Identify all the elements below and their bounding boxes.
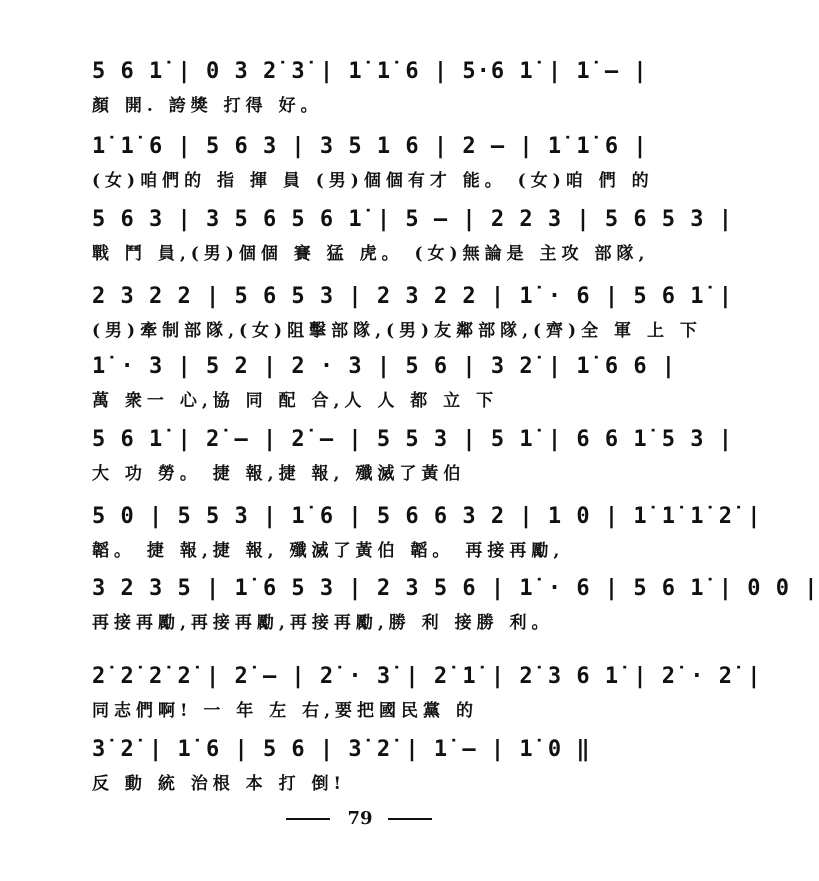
staff-system — [92, 55, 648, 125]
lyric-line: 萬 衆一 心,協 同 配 合,人 人 都 立 下 — [92, 391, 499, 411]
lyric-line: 再接再勵,再接再勵,再接再勵,勝 利 接勝 利。 — [92, 613, 554, 633]
staff-system — [92, 130, 654, 200]
lyric-line: 同志們啊! 一 年 左 右,要把國民黨 的 — [92, 701, 478, 721]
numbered-notation: 3 2 3 5 | 1̇ 6 5 3 | 2 3 5 6 | 1̇ · 6 | 5 6 1̇ | 0 0 | — [92, 576, 819, 601]
staff-system — [92, 660, 762, 730]
numbered-notation: 5 6 1̇ | 2̇ — | 2̇ — | 5 5 3 | 5 1̇ | 6 6 1̇ 5 3 | — [92, 427, 734, 452]
numbered-notation: 2̇ 2̇ 2̇ 2̇ | 2̇ — | 2̇ · 3̇ | 2̇ 1̇ | 2̇ 3 6 1̇ | 2̇ · 2̇ | — [92, 664, 762, 689]
lyric-line: 顏 開. 誇獎 打得 好。 — [92, 96, 323, 116]
page-number: 79 — [347, 808, 373, 829]
staff-system — [92, 733, 612, 803]
lyric-line: 反 動 統 治根 本 打 倒! — [92, 774, 346, 794]
numbered-notation: 5 6 1̇ | 0 3 2̇ 3̇ | 1̇ 1̇ 6 | 5·6 1̇ | 1̇ — | — [92, 59, 648, 84]
numbered-notation: 5 0 | 5 5 3 | 1̇ 6 | 5 6 6 3 2 | 1 0 | 1̇ 1̇ 1̇ 2̇ | — [92, 504, 762, 529]
lyric-line: (男)牽制部隊,(女)阻擊部隊,(男)友鄰部隊,(齊)全 軍 上 下 — [92, 321, 702, 341]
folio-dash-right — [388, 818, 432, 820]
staff-system — [92, 500, 762, 570]
lyric-line: 韜。 捷 報,捷 報, 殲滅了黃伯 韜。 再接再勵, — [92, 541, 565, 561]
staff-system — [92, 423, 734, 493]
numbered-notation: 1̇ 1̇ 6 | 5 6 3 | 3 5 1 6 | 2 — | 1̇ 1̇ 6 | — [92, 134, 648, 159]
staff-system — [92, 572, 819, 642]
lyric-line: 大 功 勞。 捷 報,捷 報, 殲滅了黃伯 — [92, 464, 466, 484]
staff-system — [92, 350, 677, 420]
staff-system — [92, 280, 734, 350]
numbered-notation: 5 6 3 | 3 5 6 5 6 1̇ | 5 — | 2 2 3 | 5 6 5 3 | — [92, 207, 734, 232]
staff-system — [92, 203, 734, 273]
lyric-line: (女)咱們的 指 揮 員 (男)個個有才 能。 (女)咱 們 的 — [92, 171, 654, 191]
lyric-line: 戰 鬥 員,(男)個個 賽 猛 虎。 (女)無論是 主攻 部隊, — [92, 244, 650, 264]
numbered-notation: 1̇ · 3 | 5 2 | 2 · 3 | 5 6 | 3 2̇ | 1̇ 6 6 | — [92, 354, 677, 379]
numbered-notation: 2 3 2 2 | 5 6 5 3 | 2 3 2 2 | 1̇ · 6 | 5 6 1̇ | — [92, 284, 734, 309]
numbered-notation: 3̇ 2̇ | 1̇ 6 | 5 6 | 3̇ 2̇ | 1̇ — | 1̇ 0 ‖ — [92, 737, 591, 762]
